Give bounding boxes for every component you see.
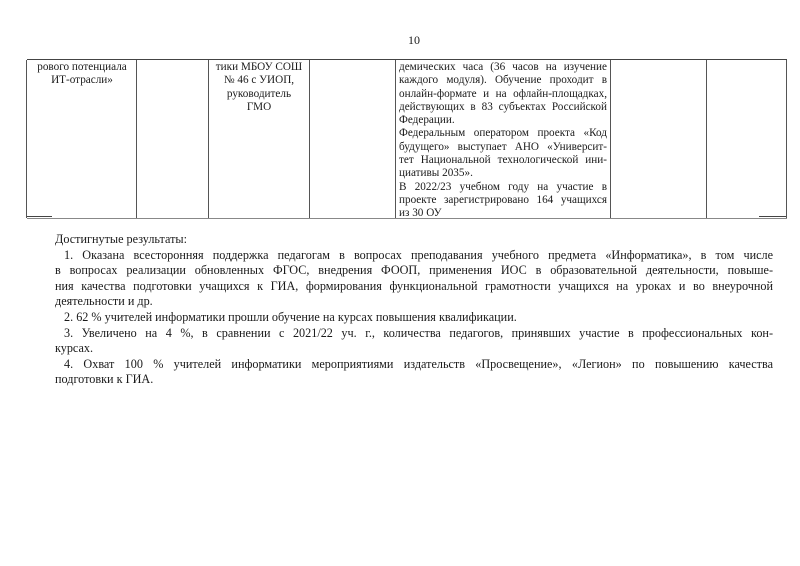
- result-item-1-cont: деятельности и др.: [55, 294, 153, 309]
- cell-line: онлайн-формате и на офлайн-площадках,: [399, 87, 607, 100]
- cell-line: ИТ-отрасли»: [51, 74, 113, 87]
- table-border: [395, 60, 396, 218]
- result-item-1-cont: ния качества подготовки учащихся к ГИА, формирования функциональной грамотности учащихся на уроках и во внеурочной: [55, 278, 773, 293]
- cell-line: циативы 2035».: [399, 167, 473, 180]
- cell-line: В 2022/23 учебном году на участие в: [399, 180, 607, 193]
- table-border: [706, 60, 707, 218]
- table-border: [759, 216, 786, 217]
- table-cell-col5: [399, 61, 607, 221]
- table-cell-col3: [210, 61, 308, 114]
- cell-line: ГМО: [246, 100, 272, 113]
- table-border: [27, 216, 52, 217]
- cell-line: будущего» выступает АНО «Университ-: [399, 140, 607, 153]
- cell-line: № 46 с УИОП,: [223, 74, 295, 87]
- cell-line: Федерации.: [399, 114, 455, 127]
- table-border: [208, 60, 209, 218]
- cell-line: руководитель: [226, 87, 292, 100]
- page-number: 10: [408, 33, 420, 47]
- table-border: [26, 60, 27, 218]
- result-item-3-cont: курсах.: [55, 341, 94, 356]
- result-item-1-cont: в вопросах реализации обновленных ФГОС, внедрения ФООП, применения ИОС в образовательной деятельности, повыше-: [55, 263, 773, 278]
- cell-line: каждого модуля). Обучение проходит в: [399, 74, 607, 87]
- table-border: [309, 60, 310, 218]
- table-cell-col1: [29, 61, 135, 88]
- cell-line: проекте зарегистрировано 164 учащихся: [399, 193, 607, 206]
- table-border: [610, 60, 611, 218]
- table-border: [786, 60, 787, 218]
- table: [27, 59, 787, 219]
- results-heading: Достигнутые результаты:: [55, 232, 187, 246]
- cell-line: демических часа (36 часов на изучение: [399, 61, 607, 73]
- results-section: [55, 232, 773, 388]
- result-item-2: 2. 62 % учителей информатики прошли обучение на курсах повышения квалификации.: [64, 309, 517, 324]
- result-item-3: 3. Увеличено на 4 %, в сравнении с 2021/22 уч. г., количества педагогов, принявших участие в профессиональных кон-: [64, 325, 773, 340]
- cell-line: действующих в 83 субъектах Российской: [399, 100, 607, 113]
- cell-line: из 30 ОУ: [399, 207, 442, 220]
- result-item-4: 4. Охват 100 % учителей информатики мероприятиями издательств «Просвещение», «Легион» по повышению качества: [64, 356, 773, 371]
- cell-line: тет Национальной технологической ини-: [399, 154, 607, 167]
- result-item-4-cont: подготовки к ГИА.: [55, 372, 154, 387]
- result-item-1: 1. Оказана всесторонняя поддержка педагогам в вопросах преподавания учебного предмета «Информатика», в том числе: [64, 247, 773, 262]
- table-border: [136, 60, 137, 218]
- cell-line: Федеральным оператором проекта «Код: [399, 127, 607, 140]
- cell-line: тики МБОУ СОШ: [215, 61, 303, 73]
- cell-line: рового потенциала: [37, 61, 127, 73]
